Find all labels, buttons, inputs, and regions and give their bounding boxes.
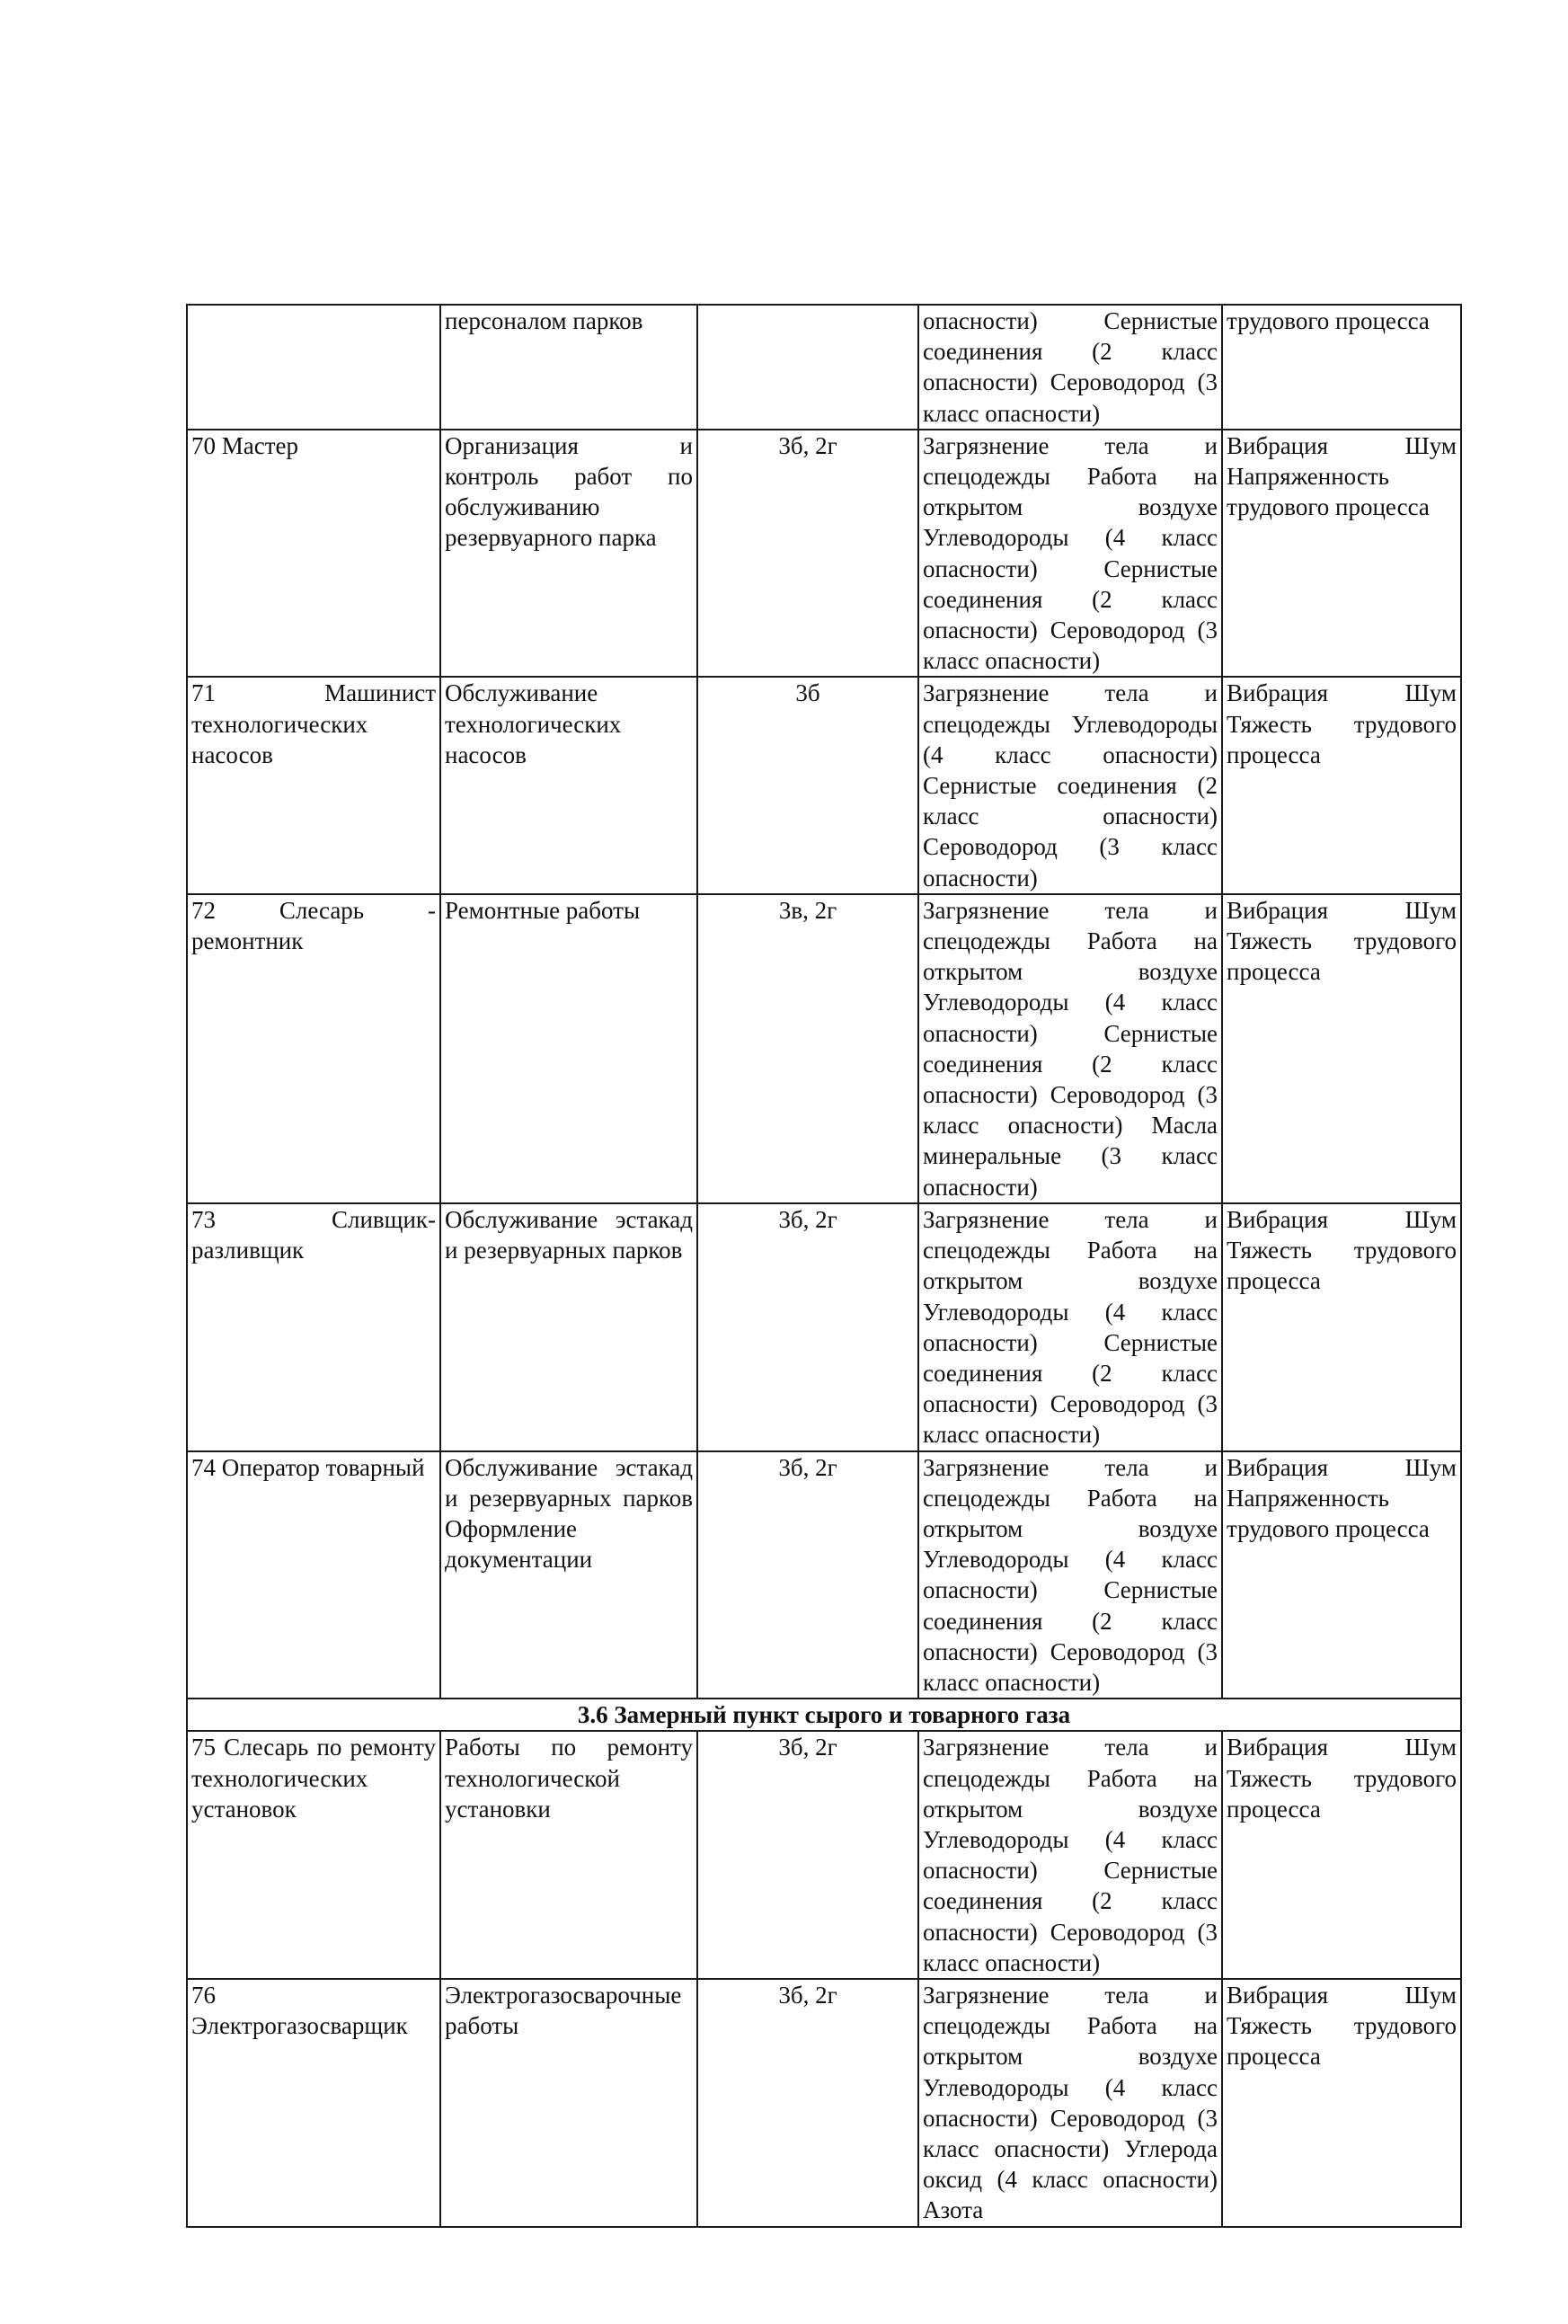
hazard-class-cell: 3в, 2г	[697, 894, 918, 1203]
hazard-table	[186, 304, 1462, 2228]
harmful-factors-cell: Загрязнение тела и спецодежды Работа на открытом воздухе Углеводороды (4 класс опасности) Сернистые соединения (2 класс опасности) Сероводород (3 класс опасности) Масла минеральные (3 класс опасности)	[918, 894, 1222, 1203]
table-row	[187, 430, 1461, 678]
harmful-factors-cell: опасности) Сернистые соединения (2 класс опасности) Сероводород (3 класс опасности)	[918, 305, 1222, 430]
hazard-class-cell: 3б, 2г	[697, 1451, 918, 1699]
labor-process-cell: Вибрация Шум Напряженность трудового процесса	[1222, 1451, 1461, 1699]
hazard-class-cell: 3б, 2г	[697, 430, 918, 678]
profession-cell: 75 Слесарь по ремонту технологических установок	[187, 1731, 440, 1979]
labor-process-cell: Вибрация Шум Тяжесть трудового процесса	[1222, 1203, 1461, 1451]
table-row	[187, 894, 1461, 1203]
hazard-class-cell	[697, 305, 918, 430]
labor-process-cell: трудового процесса	[1222, 305, 1461, 430]
work-description-cell: персоналом парков	[440, 305, 697, 430]
section-header-row	[187, 1699, 1461, 1731]
work-description-cell: Организация и контроль работ по обслуживанию резервуарного парка	[440, 430, 697, 678]
work-description-cell: Обслуживание эстакад и резервуарных парков	[440, 1203, 697, 1451]
harmful-factors-cell: Загрязнение тела и спецодежды Работа на открытом воздухе Углеводороды (4 класс опасности) Сернистые соединения (2 класс опасности) Сероводород (3 класс опасности)	[918, 430, 1222, 678]
hazard-class-cell: 3б, 2г	[697, 1203, 918, 1451]
hazard-class-cell: 3б	[697, 677, 918, 893]
labor-process-cell: Вибрация Шум Тяжесть трудового процесса	[1222, 1731, 1461, 1979]
work-description-cell: Обслуживание эстакад и резервуарных парков Оформление документации	[440, 1451, 697, 1699]
harmful-factors-cell: Загрязнение тела и спецодежды Работа на открытом воздухе Углеводороды (4 класс опасности) Сероводород (3 класс опасности) Углерода оксид (4 класс опасности) Азота	[918, 1979, 1222, 2227]
work-description-cell: Ремонтные работы	[440, 894, 697, 1203]
table-row	[187, 1979, 1461, 2227]
profession-cell: 73 Сливщик-разливщик	[187, 1203, 440, 1451]
harmful-factors-cell: Загрязнение тела и спецодежды Работа на открытом воздухе Углеводороды (4 класс опасности) Сернистые соединения (2 класс опасности) Сероводород (3 класс опасности)	[918, 1203, 1222, 1451]
table-row	[187, 1731, 1461, 1979]
profession-cell: 71 Машинист технологических насосов	[187, 677, 440, 893]
table-row	[187, 677, 1461, 893]
profession-cell: 70 Мастер	[187, 430, 440, 678]
table-body	[187, 305, 1461, 2227]
labor-process-cell: Вибрация Шум Тяжесть трудового процесса	[1222, 1979, 1461, 2227]
labor-process-cell: Вибрация Шум Напряженность трудового процесса	[1222, 430, 1461, 678]
profession-cell: 72 Слесарь - ремонтник	[187, 894, 440, 1203]
harmful-factors-cell: Загрязнение тела и спецодежды Работа на открытом воздухе Углеводороды (4 класс опасности) Сернистые соединения (2 класс опасности) Сероводород (3 класс опасности)	[918, 1451, 1222, 1699]
section-title: 3.6 Замерный пункт сырого и товарного газа	[187, 1699, 1461, 1731]
profession-cell: 74 Оператор товарный	[187, 1451, 440, 1699]
hazard-class-cell: 3б, 2г	[697, 1979, 918, 2227]
harmful-factors-cell: Загрязнение тела и спецодежды Работа на открытом воздухе Углеводороды (4 класс опасности) Сернистые соединения (2 класс опасности) Сероводород (3 класс опасности)	[918, 1731, 1222, 1979]
work-description-cell: Работы по ремонту технологической установки	[440, 1731, 697, 1979]
table-row	[187, 305, 1461, 430]
hazard-class-cell: 3б, 2г	[697, 1731, 918, 1979]
labor-process-cell: Вибрация Шум Тяжесть трудового процесса	[1222, 894, 1461, 1203]
work-description-cell: Обслуживание технологических насосов	[440, 677, 697, 893]
harmful-factors-cell: Загрязнение тела и спецодежды Углеводороды (4 класс опасности) Сернистые соединения (2 класс опасности) Сероводород (3 класс опасности)	[918, 677, 1222, 893]
profession-cell	[187, 305, 440, 430]
labor-process-cell: Вибрация Шум Тяжесть трудового процесса	[1222, 677, 1461, 893]
profession-cell: 76 Электрогазосварщик	[187, 1979, 440, 2227]
table-row	[187, 1203, 1461, 1451]
table-row	[187, 1451, 1461, 1699]
work-description-cell: Электрогазосварочные работы	[440, 1979, 697, 2227]
